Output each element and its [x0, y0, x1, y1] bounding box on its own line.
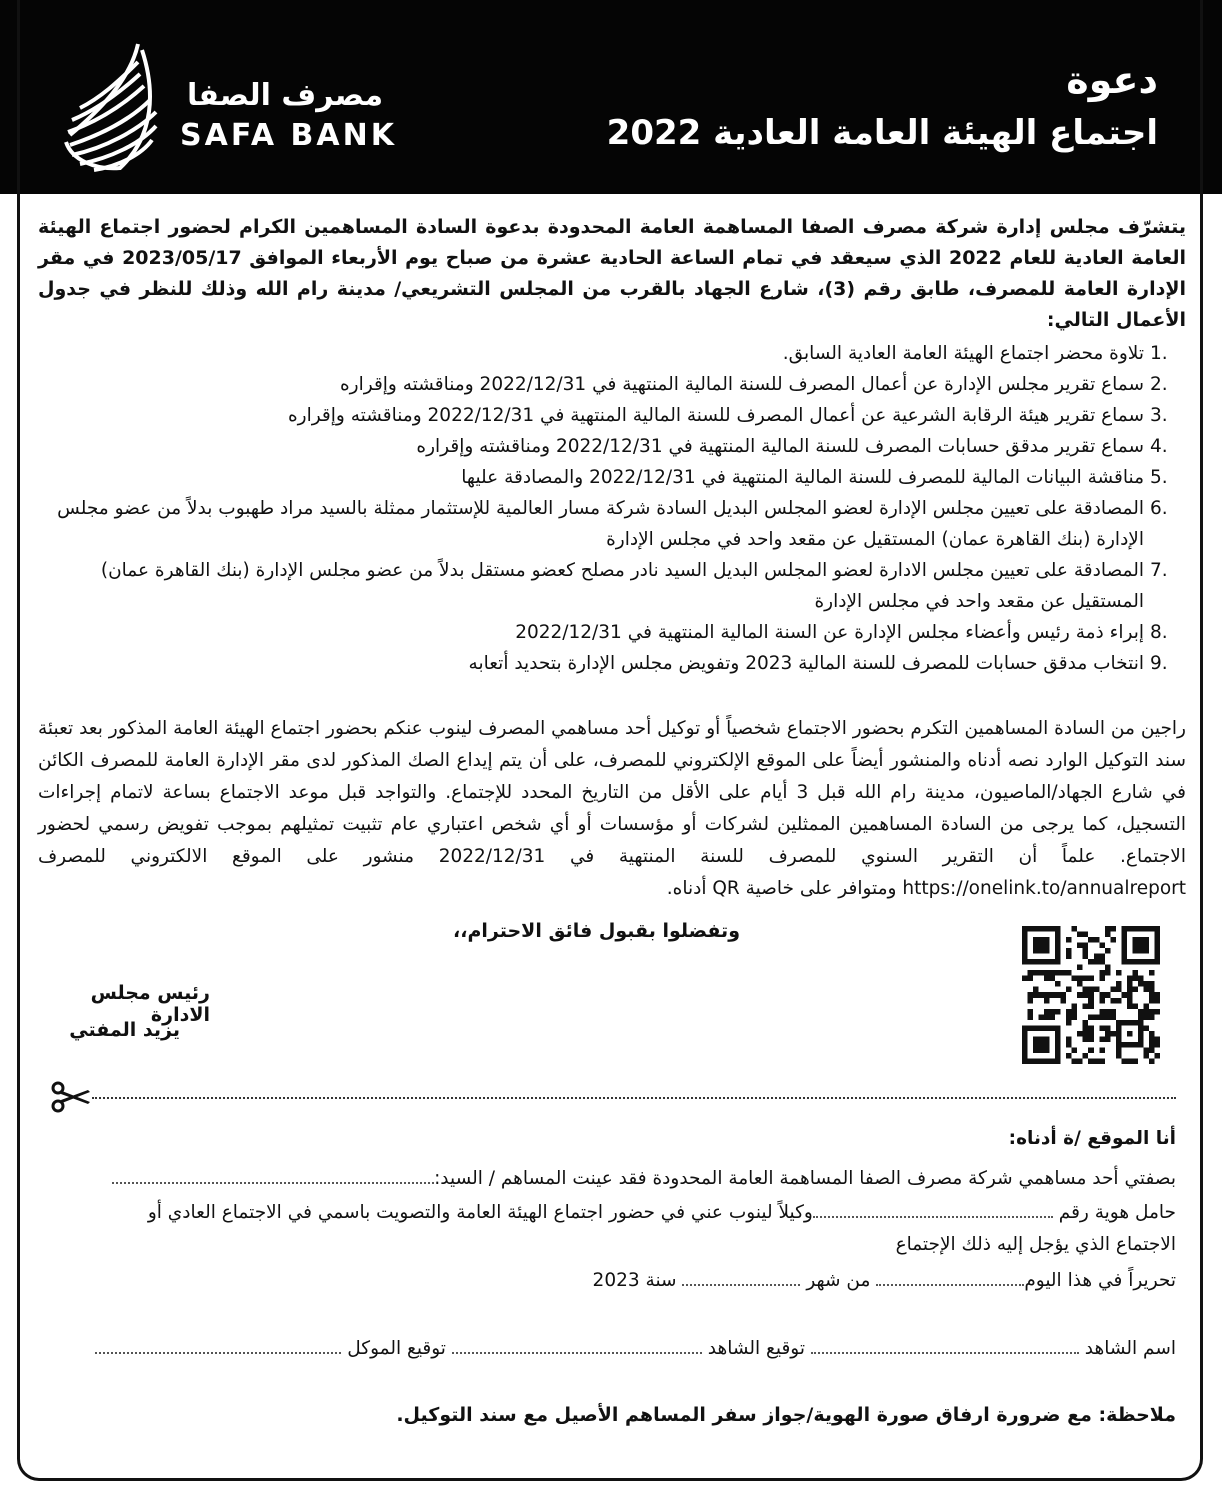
- agenda-item: [38, 555, 1180, 617]
- agenda-item: [38, 369, 1180, 400]
- agenda-text: إبراء ذمة رئيس وأعضاء مجلس الإدارة عن السنة المالية المنتهية في 2022/12/31: [515, 622, 1144, 643]
- scissors-icon: [50, 1080, 92, 1114]
- month-field[interactable]: [682, 1268, 800, 1286]
- agenda-item: [38, 648, 1180, 679]
- id-number-field[interactable]: [813, 1200, 1053, 1218]
- agenda-number: 9.: [1150, 653, 1168, 674]
- agenda-text: سماع تقرير مدقق حسابات المصرف للسنة المالية المنتهية في 2022/12/31 ومناقشته وإقراره: [416, 436, 1144, 457]
- qr-code-icon[interactable]: [1022, 926, 1160, 1064]
- shareholder-name-field[interactable]: [112, 1166, 434, 1184]
- principal-signature-label: توقيع الموكل: [347, 1338, 446, 1359]
- agenda-text: سماع تقرير مجلس الإدارة عن أعمال المصرف للسنة المالية المنتهية في 2022/12/31 ومناقشته وإقراره: [339, 374, 1144, 395]
- agenda-number: 1.: [1150, 343, 1168, 364]
- form-heading: أنا الموقع /ة أدناه:: [1008, 1128, 1176, 1149]
- form-line-3: الاجتماع الذي يؤجل إليه ذلك الإجتماع: [895, 1234, 1176, 1255]
- agenda-item: [38, 617, 1180, 648]
- agenda-number: 5.: [1150, 467, 1168, 488]
- agenda-text: المصادقة على تعيين مجلس الإدارة لعضو المجلس البديل السادة شركة مسار العالمية للإستثمار ممثلة بالسيد مراد طهبوب بدلاً من عضو مجلس الإدارة (بنك القاهرة عمان) المستقيل عن مقعد واحد في مجلس الإدارة: [57, 498, 1144, 550]
- form-line-2: [46, 1200, 1176, 1223]
- agenda-number: 2.: [1150, 374, 1168, 395]
- witness-name-field[interactable]: [811, 1336, 1079, 1354]
- agenda-item: [38, 431, 1180, 462]
- agenda-number: 3.: [1150, 405, 1168, 426]
- logo-arabic-text: مصرف الصفا: [186, 78, 384, 113]
- form-line-4: [46, 1268, 1176, 1291]
- page-title: دعوة: [1066, 58, 1158, 102]
- instructions-paragraph: راجين من السادة المساهمين التكرم بحضور الاجتماع شخصياً أو توكيل أحد مساهمي المصرف لينوب عنكم بحضور اجتماع الهيئة العامة المذكور بعد تعبئة سند التوكيل الوارد نصه أدناه والمنشور أيضاً على الموقع الإلكتروني للمصرف، على أن يتم إيداع الصك المذكور لدى مقر الإدارة العامة للمصرف الكائن في شارع الجهاد/الماصيون، مدينة رام الله قبل 3 أيام على الأقل من التاريخ المحدد للإجتماع. والتواجد قبل موعد الاجتماع بساعة لاتمام إجراءات التسجيل، كما يرجى من السادة المساهمين الممثلين لشركات أو مؤسسات أو أي شخص اعتباري عام تثبيت تمثيلهم بموجب تفويض رسمي لحضور الاجتماع. علماً أن التقرير السنوي للمصرف للسنة المنتهية في 2022/12/31 منشور على الموقع الالكتروني للمصرف https://onelink.to/annualreport ومتوافر على خاصية QR أدناه.: [38, 718, 1186, 899]
- principal-signature-field[interactable]: [95, 1336, 341, 1354]
- form-line-1: [46, 1166, 1176, 1189]
- year-label: سنة 2023: [592, 1270, 677, 1291]
- witness-name-label: اسم الشاهد: [1084, 1338, 1176, 1359]
- agenda-item: [38, 493, 1180, 555]
- agenda-text: مناقشة البيانات المالية للمصرف للسنة المالية المنتهية في 2022/12/31 والمصادقة عليها: [461, 467, 1144, 488]
- agenda-text: انتخاب مدقق حسابات للمصرف للسنة المالية 2023 وتفويض مجلس الإدارة بتحديد أتعابه: [468, 653, 1144, 674]
- form-line-1-text: بصفتي أحد مساهمي شركة مصرف الصفا المساهمة العامة المحدودة فقد عينت المساهم / السيد:: [434, 1168, 1176, 1189]
- month-label: من شهر: [806, 1270, 871, 1291]
- agenda-item: [38, 338, 1180, 369]
- witness-signature-field[interactable]: [452, 1336, 702, 1354]
- agenda-text: تلاوة محضر اجتماع الهيئة العامة العادية السابق.: [782, 343, 1144, 364]
- witness-signature-label: توقيع الشاهد: [707, 1338, 805, 1359]
- signature-row: [46, 1336, 1176, 1359]
- agenda-number: 4.: [1150, 436, 1168, 457]
- agenda-item: [38, 462, 1180, 493]
- agenda-number: 8.: [1150, 622, 1168, 643]
- logo-english-text: SAFA BANK: [180, 118, 397, 153]
- intro-paragraph: يتشرّف مجلس إدارة شركة مصرف الصفا المساهمة العامة المحدودة بدعوة السادة المساهمين الكرام لحضور اجتماع الهيئة العامة العادية للعام 2022 الذي سيعقد في تمام الساعة الحادية عشرة من صباح يوم الأربعاء الموافق 2023/05/17 في مقر الإدارة العامة للمصرف، طابق رقم (3)، شارع الجهاد بالقرب من المجلس التشريعي/ مدينة رام الله وذلك للنظر في جدول الأعمال التالي:: [38, 216, 1186, 331]
- form-line-2-label: حامل هوية رقم: [1058, 1202, 1176, 1223]
- agenda-number: 6.: [1150, 498, 1168, 519]
- closing-text: وتفضلوا بقبول فائق الاحترام،،: [453, 920, 740, 942]
- day-label: تحريراً في هذا اليوم: [1024, 1270, 1176, 1291]
- page-subtitle: اجتماع الهيئة العامة العادية 2022: [606, 113, 1158, 153]
- chairman-name: يزيد المفتي: [69, 1019, 180, 1041]
- agenda-item: [38, 400, 1180, 431]
- cut-line: [92, 1097, 1176, 1099]
- agenda-text: سماع تقرير هيئة الرقابة الشرعية عن أعمال المصرف للسنة المالية المنتهية في 2022/12/31 ومناقشته وإقراره: [287, 405, 1144, 426]
- form-line-2-text: وكيلاً لينوب عني في حضور اجتماع الهيئة العامة والتصويت باسمي في الاجتماع العادي أو: [147, 1202, 813, 1223]
- footnote: ملاحظة: مع ضرورة ارفاق صورة الهوية/جواز سفر المساهم الأصيل مع سند التوكيل.: [396, 1404, 1176, 1426]
- agenda-text: المصادقة على تعيين مجلس الادارة لعضو المجلس البديل السيد نادر مصلح كعضو مستقل بدلاً من عضو مجلس الإدارة (بنك القاهرة عمان) المستقيل عن مقعد واحد في مجلس الإدارة: [100, 560, 1144, 612]
- day-field[interactable]: [876, 1268, 1024, 1286]
- chairman-title: رئيس مجلس الادارة: [90, 982, 210, 1026]
- agenda-number: 7.: [1150, 560, 1168, 581]
- agenda-list: [38, 338, 1180, 679]
